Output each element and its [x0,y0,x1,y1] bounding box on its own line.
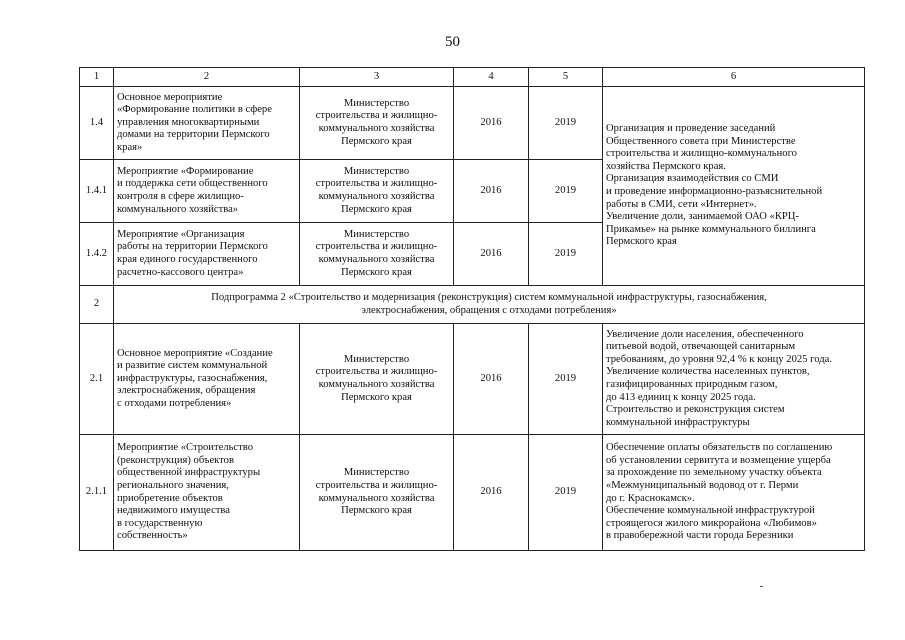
start-year: 2016 [454,87,529,160]
row-number: 1.4.1 [80,160,114,223]
expected-result: Увеличение доли населения, обеспеченного питьевой водой, отвечающей санитарным требованиям, до уровня 92,4 % к концу 2025 года. Увеличение количества населенных пунктов, газифицированных природным газом, до 413 единиц к концу 2025 года. Строительство и реконструкция систем коммунальной инфраструктуры [603,324,865,435]
row-number: 2 [80,286,114,324]
executor: Министерство строительства и жилищно- коммунального хозяйства Пермского края [300,435,454,551]
header-row [80,68,865,87]
end-year: 2019 [529,87,603,160]
end-year: 2019 [529,435,603,551]
activity-name: Основное мероприятие «Формирование политики в сфере управления многоквартирными домами на территории Пермского края» [114,87,300,160]
expected-result: Обеспечение оплаты обязательств по соглашению об установлении сервитута и возмещение ущерба за прохождение по земельному участку объекта «Межмуниципальный водовод от г. Перми до г. Краснокамск». Обеспечение коммунальной инфраструктурой строящегося жилого микрорайона «Любимов» в правобережной части города Березники [603,435,865,551]
start-year: 2016 [454,160,529,223]
header-cell: 3 [300,68,454,87]
subprogram-row [80,286,865,324]
row-number: 2.1 [80,324,114,435]
header-cell: 2 [114,68,300,87]
program-table [79,67,865,551]
row-number: 2.1.1 [80,435,114,551]
header-cell: 1 [80,68,114,87]
activity-name: Мероприятие «Организация работы на территории Пермского края единого государственного расчетно-кассового центра» [114,223,300,286]
page-number: 50 [445,34,460,50]
row-number: 1.4.2 [80,223,114,286]
scan-mark [760,586,763,587]
table-row [80,87,865,160]
executor: Министерство строительства и жилищно- коммунального хозяйства Пермского края [300,87,454,160]
table-row [80,435,865,551]
expected-result: Организация и проведение заседаний Общественного совета при Министерстве строительства и жилищно-коммунального хозяйства Пермского края. Организация взаимодействия со СМИ и проведение информационно-разъяснительной работы в СМИ, сети «Интернет». Увеличение доли, занимаемой ОАО «КРЦ- Прикамье» на рынке коммунального биллинга Пермского края [603,87,865,286]
end-year: 2019 [529,160,603,223]
row-number: 1.4 [80,87,114,160]
start-year: 2016 [454,324,529,435]
start-year: 2016 [454,223,529,286]
table-row [80,324,865,435]
header-cell: 6 [603,68,865,87]
end-year: 2019 [529,223,603,286]
executor: Министерство строительства и жилищно- коммунального хозяйства Пермского края [300,324,454,435]
activity-name: Основное мероприятие «Создание и развитие систем коммунальной инфраструктуры, газоснабжения, электроснабжения, обращения с отходами потребления» [114,324,300,435]
executor: Министерство строительства и жилищно- коммунального хозяйства Пермского края [300,223,454,286]
subprogram-title: Подпрограмма 2 «Строительство и модернизация (реконструкция) систем коммунальной инфраструктуры, газоснабжения, электроснабжения, обращения с отходами потребления» [114,286,865,324]
activity-name: Мероприятие «Строительство (реконструкция) объектов общественной инфраструктуры регионального значения, приобретение объектов недвижимого имущества в государственную собственность» [114,435,300,551]
executor: Министерство строительства и жилищно- коммунального хозяйства Пермского края [300,160,454,223]
start-year: 2016 [454,435,529,551]
header-cell: 5 [529,68,603,87]
header-cell: 4 [454,68,529,87]
end-year: 2019 [529,324,603,435]
activity-name: Мероприятие «Формирование и поддержка сети общественного контроля в сфере жилищно- коммунального хозяйства» [114,160,300,223]
